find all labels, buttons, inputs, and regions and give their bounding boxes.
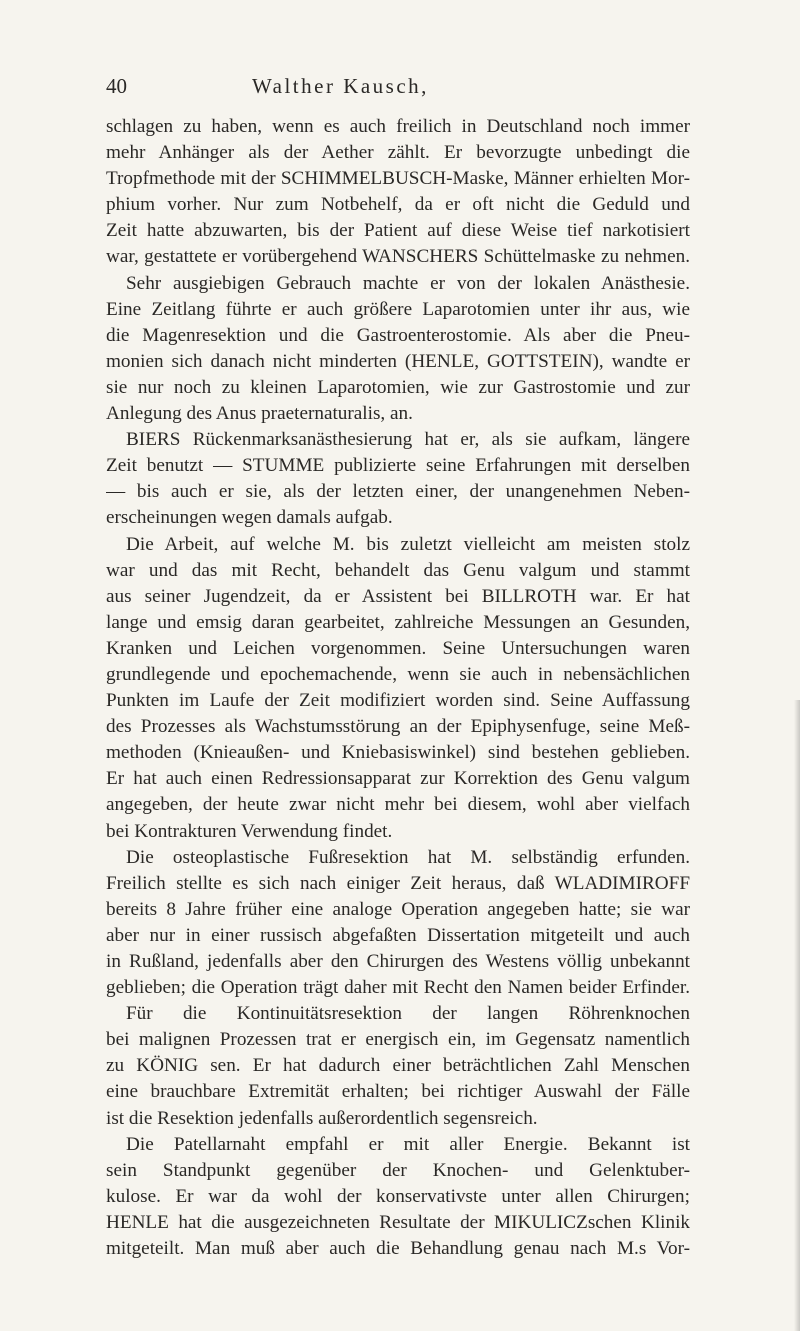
text-line: schlagen zu haben, wenn es auch freilich in Deutschland noch immer [106,116,690,137]
text-line: Die Patellarnaht empfahl er mit aller Energie. Bekannt ist [126,1133,690,1155]
text-line: bei malignen Prozessen trat er energisch ein, im Gegensatz namentlich [106,1029,690,1051]
text-line: war, gestattete er vorübergehend WANSCHERS Schüttelmaske zu nehmen. [106,246,690,268]
text-line: Die osteoplastische Fußresektion hat M. selbständig erfunden. [126,846,690,868]
body-text [106,114,690,1262]
text-line: grundlegende und epochemachende, wenn sie auch in nebensächlichen [106,663,690,685]
text-line: Anlegung des Anus praeternaturalis, an. [106,403,413,425]
text-line: Zeit hatte abzuwarten, bis der Patient auf diese Weise tief narkotisiert [106,220,690,242]
text-line: ist die Resektion jedenfalls außerordentlich segensreich. [106,1107,538,1129]
text-line: phium vorher. Nur zum Notbehelf, da er oft nicht die Geduld und [106,194,690,216]
text-line: Tropfmethode mit der SCHIMMELBUSCH-Maske, Männer erhielten Mor- [106,168,690,190]
text-line: eine brauchbare Extremität erhalten; bei richtiger Auswahl der Fälle [106,1081,690,1103]
text-line: bereits 8 Jahre früher eine analoge Operation angegeben hatte; sie war [106,898,690,920]
text-line: Die Arbeit, auf welche M. bis zuletzt vielleicht am meisten stolz [126,533,690,555]
text-line: in Rußland, jedenfalls aber den Chirurgen des Westens völlig unbekannt [106,951,690,972]
text-line: mitgeteilt. Man muß aber auch die Behandlung genau nach M.s Vor- [106,1238,690,1260]
text-line: war und das mit Recht, behandelt das Genu valgum und stammt [106,559,690,581]
text-line: zu KÖNIG sen. Er hat dadurch einer beträchtlichen Zahl Menschen [106,1055,690,1077]
text-line: Kranken und Leichen vorgenommen. Seine Untersuchungen waren [106,637,690,659]
text-line: — bis auch er sie, als der letzten einer, der unangenehmen Neben- [106,481,690,503]
text-line: Sehr ausgiebigen Gebrauch machte er von der lokalen Anästhesie. [126,272,690,294]
text-line: lange und emsig daran gearbeitet, zahlreiche Messungen an Gesunden, [106,611,690,633]
text-line: Er hat auch einen Redressionsapparat zur Korrektion des Genu valgum [106,768,690,790]
text-line: Eine Zeitlang führte er auch größere Laparotomien unter ihr aus, wie [106,298,690,320]
text-line: des Prozesses als Wachstumsstörung an der Epiphysenfuge, seine Meß- [106,716,690,738]
text-line: mehr Anhänger als der Aether zählt. Er bevorzugte unbedingt die [106,142,690,164]
text-line: sein Standpunkt gegenüber der Knochen- und Gelenktuber- [106,1159,690,1181]
page-number: 40 [106,74,127,98]
text-line: erscheinungen wegen damals aufgab. [106,507,393,529]
text-line: kulose. Er war da wohl der konservativste unter allen Chirurgen; [106,1185,690,1207]
text-line: bei Kontrakturen Verwendung findet. [106,820,393,842]
text-line: BIERS Rückenmarksanästhesierung hat er, als sie aufkam, längere [126,429,690,451]
text-line: monien sich danach nicht minderten (HENLE, GOTTSTEIN), wandte er [106,350,690,372]
text-line: Punkten im Laufe der Zeit modifiziert worden sind. Seine Auffassung [106,690,690,712]
text-line: methoden (Knieaußen- und Kniebasiswinkel) sind bestehen geblieben. [106,742,690,764]
text-line: HENLE hat die ausgezeichneten Resultate der MIKULICZschen Klinik [106,1211,690,1233]
text-line: aus seiner Jugendzeit, da er Assistent bei BILLROTH war. Er hat [106,585,690,607]
text-line: die Magenresektion und die Gastroenterostomie. Als aber die Pneu- [106,324,690,346]
text-line: Für die Kontinuitätsresektion der langen Röhrenknochen [126,1003,690,1025]
page-edge-shadow [794,700,800,1331]
text-line: Freilich stellte es sich nach einiger Zeit heraus, daß WLADIMIROFF [106,872,690,894]
text-line: geblieben; die Operation trägt daher mit Recht den Namen beider Erfinder. [106,977,690,999]
running-head: Walther Kausch, [252,74,429,98]
text-line: aber nur in einer russisch abgefaßten Dissertation mitgeteilt und auch [106,924,690,946]
text-line: angegeben, der heute zwar nicht mehr bei diesem, wohl aber vielfach [106,794,690,816]
text-line: sie nur noch zu kleinen Laparotomien, wie zur Gastrostomie und zur [106,376,690,398]
text-line: Zeit benutzt — STUMME publizierte seine Erfahrungen mit derselben [106,455,690,477]
